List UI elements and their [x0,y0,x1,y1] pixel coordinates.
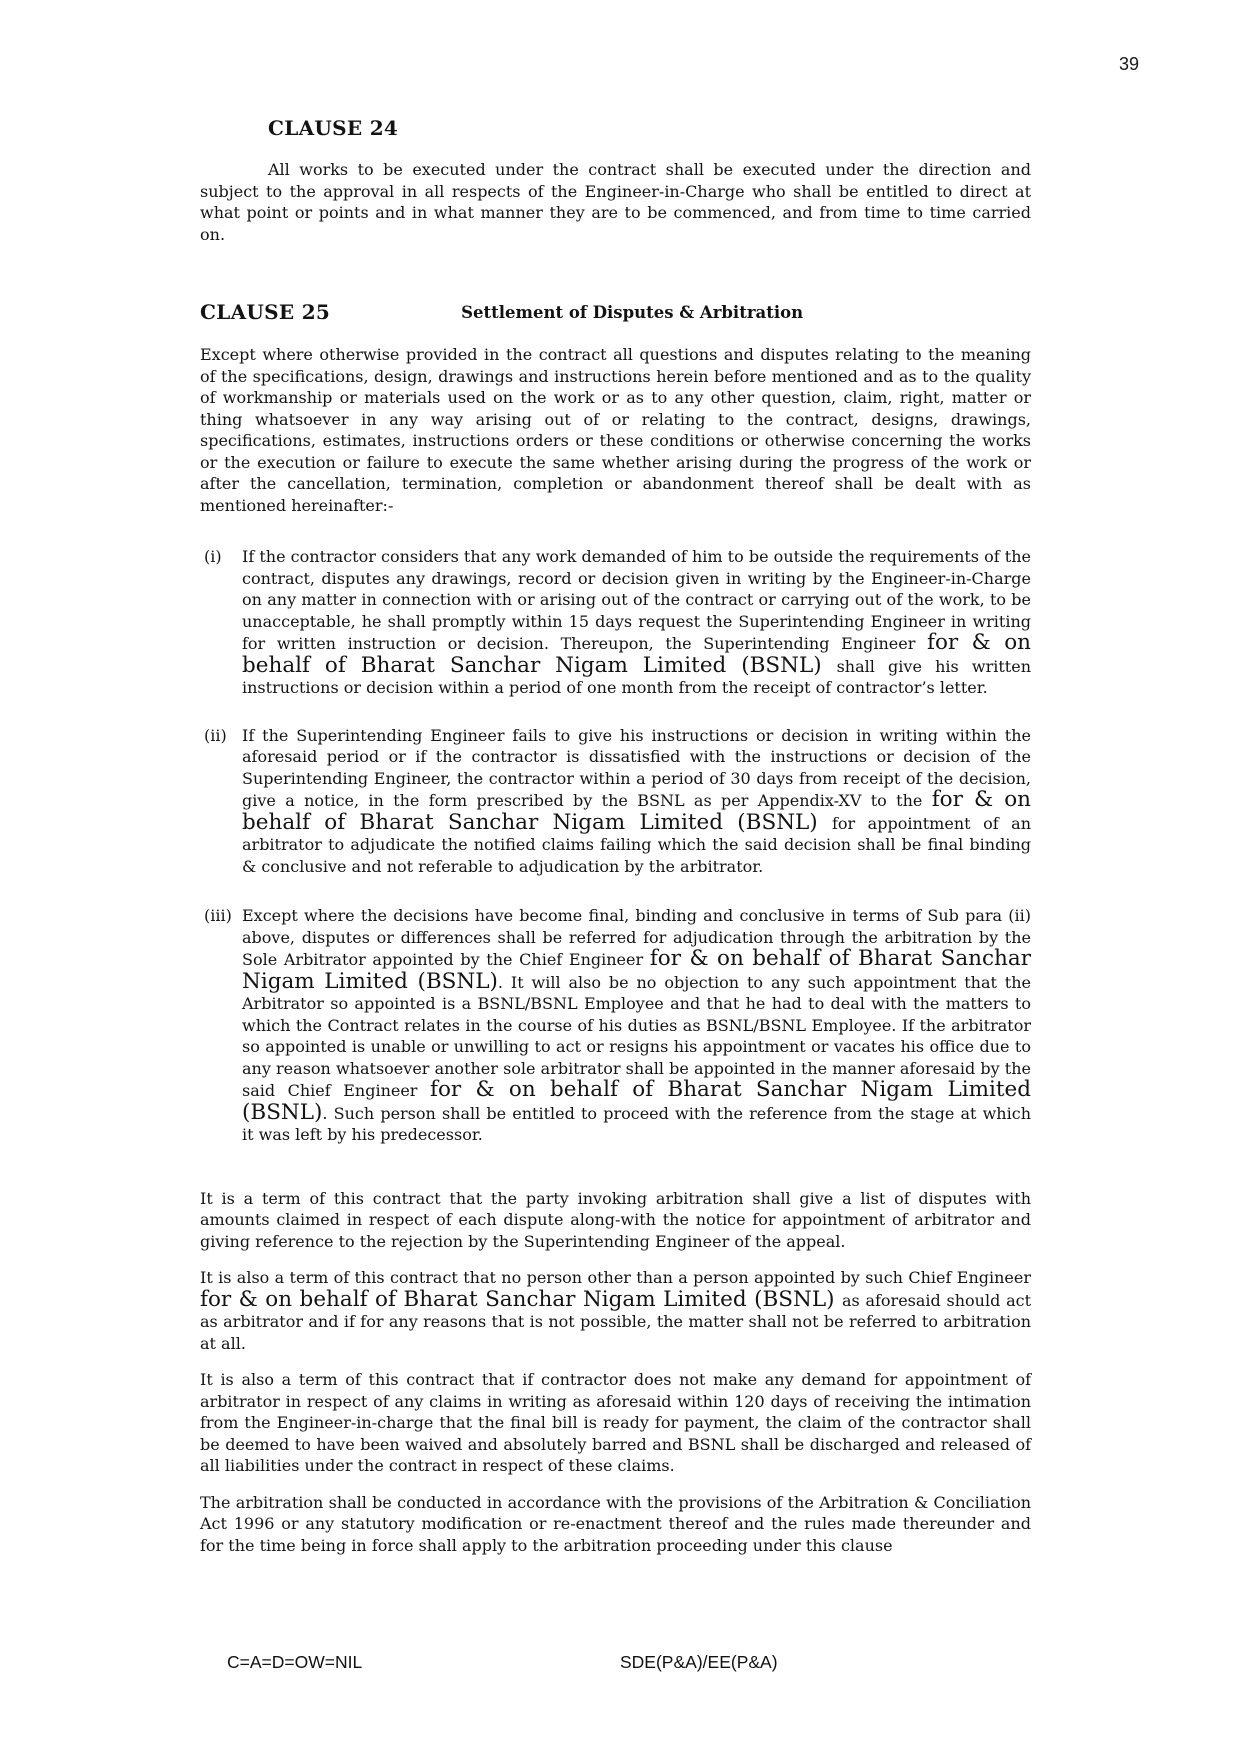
text-segment: Except where the decisions have become final, binding and conclusive in terms of Sub para (ii) above, disputes or differences shall be referred for adjudication through the arbitration by the Sole Arbitrator appointed by the Chief Engineer [242,906,1031,969]
list-item-body [242,546,1031,699]
page-number: 39 [1118,54,1139,74]
text-segment: shall give his written instructions or decision within a period of one month from the receipt of contractor’s letter. [242,656,1032,697]
list-item-marker: (iii) [204,906,232,925]
text-segment: If the Superintending Engineer fails to give his instructions or decision in writing within the aforesaid period or if the contractor is dissatisfied with the instructions or decision of the Superintending Engineer, the contractor within a period of 30 days from receipt of the decision, give a notice, in the form prescribed by the BSNL as per Appendix-XV to the [242,725,1031,810]
page-content [200,0,1031,1556]
clause24-heading: CLAUSE 24 [268,116,399,140]
clause25-title: Settlement of Disputes & Arbitration [461,303,804,322]
text-segment: for & on behalf of Bharat Sanchar Nigam Limited (BSNL) [242,1077,1032,1125]
paragraph [200,1188,1031,1253]
list-item-body [242,725,1031,878]
text-segment: The arbitration shall be conducted in accordance with the provisions of the Arbitration & Conciliation Act 1996 or any statutory modification or re-enactment thereof and the rules made thereunder and for the time being in force shall apply to the arbitration proceeding under this clause [200,1492,1031,1555]
list-item-marker: (i) [204,547,222,566]
text-segment: It is also a term of this contract that if contractor does not make any demand for appointment of arbitrator in respect of any claims in writing as aforesaid within 120 days of receiving the intimation from the Engineer-in-charge that the final bill is ready for payment, the claim of the contractor shall be deemed to have been waived and absolutely barred and BSNL shall be discharged and released of all liabilities under the contract in respect of these claims. [200,1370,1031,1475]
list-item [200,725,1031,878]
paragraph [200,1267,1031,1354]
text-segment: for & on behalf of Bharat Sanchar Nigam Limited (BSNL) [242,787,1032,835]
clause25-heading: CLAUSE 25 [200,300,331,324]
list-item-marker: (ii) [204,725,227,745]
paragraph [200,1492,1031,1557]
clause25-intro: Except where otherwise provided in the contract all questions and disputes relating to the meaning of the specifications, design, drawings and instructions herein before mentioned and as to the quality of workmanship or materials used on the work or as to any other question, claim, right, matter or thing whatsoever in any way arising out of or relating to the contract, designs, drawings, specifications, estimates, instructions orders or these conditions or otherwise concerning the works or the execution or failure to execute the same whether arising during the progress of the work or after the cancellation, termination, completion or abandonment thereof shall be dealt with as mentioned hereinafter:- [200,345,1031,515]
text-segment: It is also a term of this contract that no person other than a person appointed by such Chief Engineer [200,1268,1031,1287]
list-item-body [242,905,1031,1146]
footer-right: SDE(P&A)/EE(P&A) [620,1652,778,1672]
text-segment: as aforesaid should act as arbitrator and if for any reasons that is not possible, the matter shall not be referred to arbitration at all. [200,1290,1031,1353]
text-segment: for & on behalf of Bharat Sanchar Nigam Limited (BSNL) [242,630,1031,678]
text-segment: for & on behalf of Bharat Sanchar Nigam Limited (BSNL) [242,946,1031,994]
text-segment: for & on behalf of Bharat Sanchar Nigam Limited (BSNL) [200,1286,842,1312]
clause25-heading-row [200,300,1031,324]
list-item [200,905,1031,1146]
footer-left: C=A=D=OW=NIL [227,1652,363,1672]
paragraph [200,1369,1031,1477]
text-segment: for appointment of an arbitrator to adjudicate the notified claims failing which the said decision shall be final binding & conclusive and not referable to adjudication by the arbitrator. [242,813,1031,876]
clause24-body: All works to be executed under the contract shall be executed under the direction and subject to the approval in all respects of the Engineer-in-Charge who shall be entitled to direct at what point or points and in what manner they are to be commenced, and from time to time carried on. [200,160,1031,244]
list-item [200,546,1031,699]
text-segment: It is a term of this contract that the party invoking arbitration shall give a list of disputes with amounts claimed in respect of each dispute along-with the notice for appointment of arbitrator and giving reference to the rejection by the Superintending Engineer of the appeal. [200,1188,1031,1251]
text-segment: . Such person shall be entitled to proceed with the reference from the stage at which it was left by his predecessor. [242,1103,1031,1144]
text-segment: . It will also be no objection to any such appointment that the Arbitrator so appointed is a BSNL/BSNL Employee and that he had to deal with the matters to which the Contract relates in the course of his duties as BSNL/BSNL Employee. If the arbitrator so appointed is unable or unwilling to act or resigns his appointment or vacates his office due to any reason whatsoever another sole arbitrator shall be appointed in the manner aforesaid by the said Chief Engineer [242,972,1032,1100]
text-segment: If the contractor considers that any work demanded of him to be outside the requirements of the contract, disputes any drawings, record or decision given in writing by the Engineer-in-Charge on any matter in connection with or arising out of the contract or carrying out of the work, to be unacceptable, he shall promptly within 15 days request the Superintending Engineer in writing for written instruction or decision. Thereupon, the Superintending Engineer [242,547,1031,653]
